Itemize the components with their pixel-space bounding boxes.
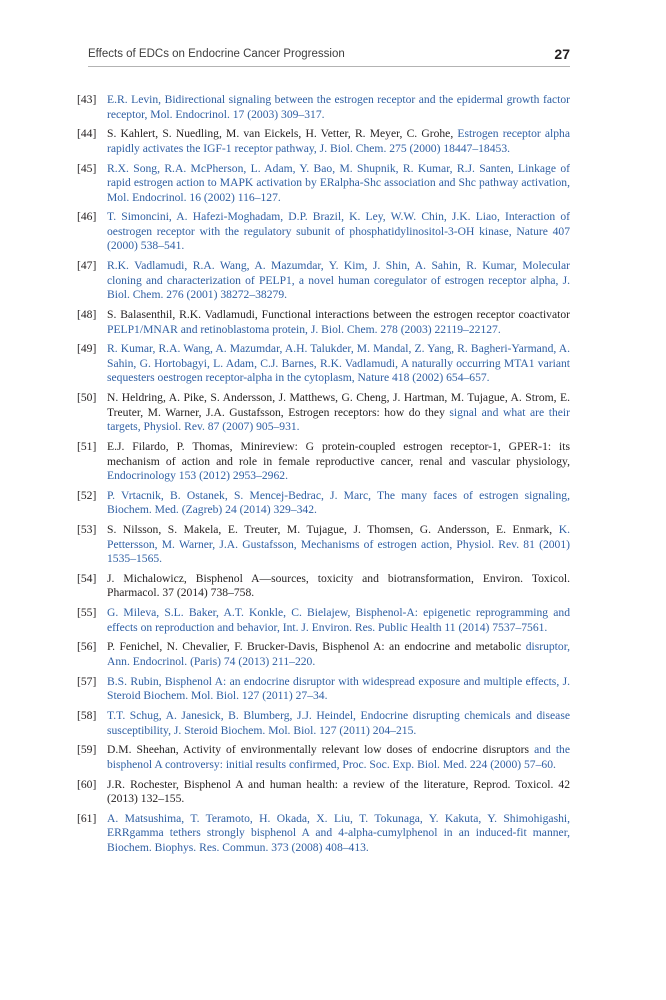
reference-number: [51] bbox=[77, 439, 97, 453]
reference-link-text[interactable]: P. Vrtacnik, B. Ostanek, S. Mencej-Bedrac, J. Marc, The many faces of estrogen signaling, Biochem. Med. (Zagreb) 24 (2014) 329–342. bbox=[107, 488, 570, 517]
reference-item bbox=[77, 709, 570, 738]
reference-link-text[interactable]: T. Simoncini, A. Hafezi-Moghadam, D.P. Brazil, K. Ley, W.W. Chin, J.K. Liao, Interaction of oestrogen receptor with the regulatory subunit of phosphatidylinositol-3-OH kinase, Nature 407 (2000) 538–541. bbox=[107, 210, 570, 253]
reference-link-text[interactable]: R.X. Song, R.A. McPherson, L. Adam, Y. Bao, M. Shupnik, R. Kumar, R.J. Santen, Linkage of rapid estrogen action to MAPK activation by ERalpha-Shc association and Shc pathway activation, Mol. Endocrinol. 16 (2002) 116–127. bbox=[107, 161, 570, 204]
reference-item bbox=[77, 127, 570, 156]
reference-number: [55] bbox=[77, 606, 97, 620]
reference-number: [53] bbox=[77, 523, 97, 537]
page-number: 27 bbox=[554, 46, 570, 62]
reference-text: J. Michalowicz, Bisphenol A—sources, toxicity and biotransformation, Environ. Toxicol. Pharmacol. 37 (2014) 738–758. bbox=[107, 571, 570, 600]
reference-item bbox=[77, 391, 570, 435]
reference-item bbox=[77, 606, 570, 635]
reference-item bbox=[77, 93, 570, 122]
reference-number: [46] bbox=[77, 210, 97, 224]
reference-item bbox=[77, 161, 570, 206]
reference-number: [56] bbox=[77, 640, 97, 654]
reference-link-text[interactable]: T.T. Schug, A. Janesick, B. Blumberg, J.J. Heindel, Endocrine disrupting chemicals and disease susceptibility, J. Steroid Biochem. Mol. Biol. 127 (2011) 204–215. bbox=[107, 709, 570, 737]
reference-item bbox=[77, 308, 570, 337]
reference-link-text[interactable]: Endocrinology 153 (2012) 2953–2962. bbox=[107, 469, 288, 483]
reference-number: [54] bbox=[77, 571, 97, 585]
reference-link-text[interactable]: Estrogen receptor alpha rapidly activates the IGF-1 receptor pathway, J. Biol. Chem. 275 (2000) 18447–18453. bbox=[107, 127, 570, 155]
reference-text: S. Balasenthil, R.K. Vadlamudi, Functional interactions between the estrogen receptor coactivator bbox=[107, 308, 570, 322]
running-title: Effects of EDCs on Endocrine Cancer Progression bbox=[88, 48, 345, 60]
reference-number: [47] bbox=[77, 259, 97, 273]
reference-item bbox=[77, 743, 570, 772]
reference-link-text[interactable]: G. Mileva, S.L. Baker, A.T. Konkle, C. Bielajew, Bisphenol-A: epigenetic reprogramming and effects on reproduction and behavior, Int. J. Environ. Res. Public Health 11 (2014) 7537–7561. bbox=[107, 606, 570, 634]
reference-number: [48] bbox=[77, 308, 97, 322]
reference-text: E.J. Filardo, P. Thomas, Minireview: G protein-coupled estrogen receptor-1, GPER-1: its mechanism of action and role in female reproductive cancer, renal and vascular physiology, bbox=[107, 439, 570, 468]
reference-item bbox=[77, 439, 570, 484]
reference-item bbox=[77, 571, 570, 601]
reference-item bbox=[77, 777, 570, 807]
reference-item bbox=[77, 210, 570, 254]
reference-item bbox=[77, 640, 570, 669]
reference-item bbox=[77, 811, 570, 856]
reference-item bbox=[77, 523, 570, 567]
reference-link-text[interactable]: A. Matsushima, T. Teramoto, H. Okada, X. Liu, T. Tokunaga, Y. Kakuta, Y. Shimohigashi, ERRgamma tethers strongly bisphenol A and 4-alpha-cumylphenol in an induced-fit manner, Biochem. Biophys. Res. Commun. 373 (2008) 408–413. bbox=[107, 811, 570, 854]
reference-list bbox=[77, 93, 570, 861]
reference-number: [61] bbox=[77, 811, 97, 825]
reference-number: [59] bbox=[77, 743, 97, 757]
reference-link-text[interactable]: R.K. Vadlamudi, R.A. Wang, A. Mazumdar, Y. Kim, J. Shin, A. Sahin, R. Kumar, Molecular cloning and characterization of PELP1, a novel human coregulator of estrogen receptor alpha, J. Biol. Chem. 276 (2001) 38272–38279. bbox=[107, 259, 570, 302]
reference-text: S. Nilsson, S. Makela, E. Treuter, M. Tujague, J. Thomsen, G. Andersson, E. Enmark, bbox=[107, 523, 559, 537]
reference-item bbox=[77, 259, 570, 303]
reference-text: P. Fenichel, N. Chevalier, F. Brucker-Davis, Bisphenol A: an endocrine and metabolic bbox=[107, 640, 526, 654]
reference-item bbox=[77, 488, 570, 518]
reference-number: [60] bbox=[77, 777, 97, 791]
reference-link-text[interactable]: K. Pettersson, M. Warner, J.A. Gustafsson, Mechanisms of estrogen action, Physiol. Rev. 81 (2001) 1535–1565. bbox=[107, 523, 570, 566]
reference-link-text[interactable]: disruptor, Ann. Endocrinol. (Paris) 74 (2013) 211–220. bbox=[107, 640, 570, 669]
reference-link-text[interactable]: R. Kumar, R.A. Wang, A. Mazumdar, A.H. Talukder, M. Mandal, Z. Yang, R. Bagheri-Yarmand, A. Sahin, G. Hortobagyi, L. Adam, C.J. Barnes, R.K. Vadlamudi, A naturally occurring MTA1 variant sequesters oestrogen receptor-alpha in the cytoplasm, Nature 418 (2002) 654–657. bbox=[107, 342, 570, 385]
reference-item bbox=[77, 674, 570, 704]
reference-number: [58] bbox=[77, 709, 97, 723]
reference-link-text[interactable]: signal and what are their targets, Physiol. Rev. 87 (2007) 905–931. bbox=[107, 405, 570, 434]
reference-number: [49] bbox=[77, 342, 97, 356]
reference-number: [57] bbox=[77, 674, 97, 688]
reference-link-text[interactable]: B.S. Rubin, Bisphenol A: an endocrine disruptor with widespread exposure and multiple effects, J. Steroid Biochem. Mol. Biol. 127 (2011) 27–34. bbox=[107, 674, 570, 703]
reference-number: [45] bbox=[77, 161, 97, 175]
reference-text: N. Heldring, A. Pike, S. Andersson, J. Matthews, G. Cheng, J. Hartman, M. Tujague, A. Strom, E. Treuter, M. Warner, J.A. Gustafsson, Estrogen receptors: how do they bbox=[107, 391, 570, 419]
reference-text: D.M. Sheehan, Activity of environmentally relevant low doses of endocrine disruptors bbox=[107, 743, 535, 757]
reference-text: J.R. Rochester, Bisphenol A and human health: a review of the literature, Reprod. Toxicol. 42 (2013) 132–155. bbox=[107, 777, 570, 806]
reference-number: [52] bbox=[77, 488, 97, 502]
reference-number: [43] bbox=[77, 93, 97, 106]
reference-number: [44] bbox=[77, 127, 97, 141]
reference-text: S. Kahlert, S. Nuedling, M. van Eickels, H. Vetter, R. Meyer, C. Grohe, bbox=[107, 127, 458, 141]
reference-link-text[interactable]: PELP1/MNAR and retinoblastoma protein, J. Biol. Chem. 278 (2003) 22119–22127. bbox=[107, 322, 501, 336]
running-header bbox=[88, 46, 570, 67]
reference-link-text[interactable]: and the bisphenol A controversy: initial results confirmed, Proc. Soc. Exp. Biol. Med. 224 (2000) 57–60. bbox=[107, 743, 570, 771]
reference-link-text[interactable]: E.R. Levin, Bidirectional signaling between the estrogen receptor and the epidermal growth factor receptor, Mol. Endocrinol. 17 (2003) 309–317. bbox=[107, 93, 570, 121]
reference-number: [50] bbox=[77, 391, 97, 405]
reference-item bbox=[77, 342, 570, 386]
